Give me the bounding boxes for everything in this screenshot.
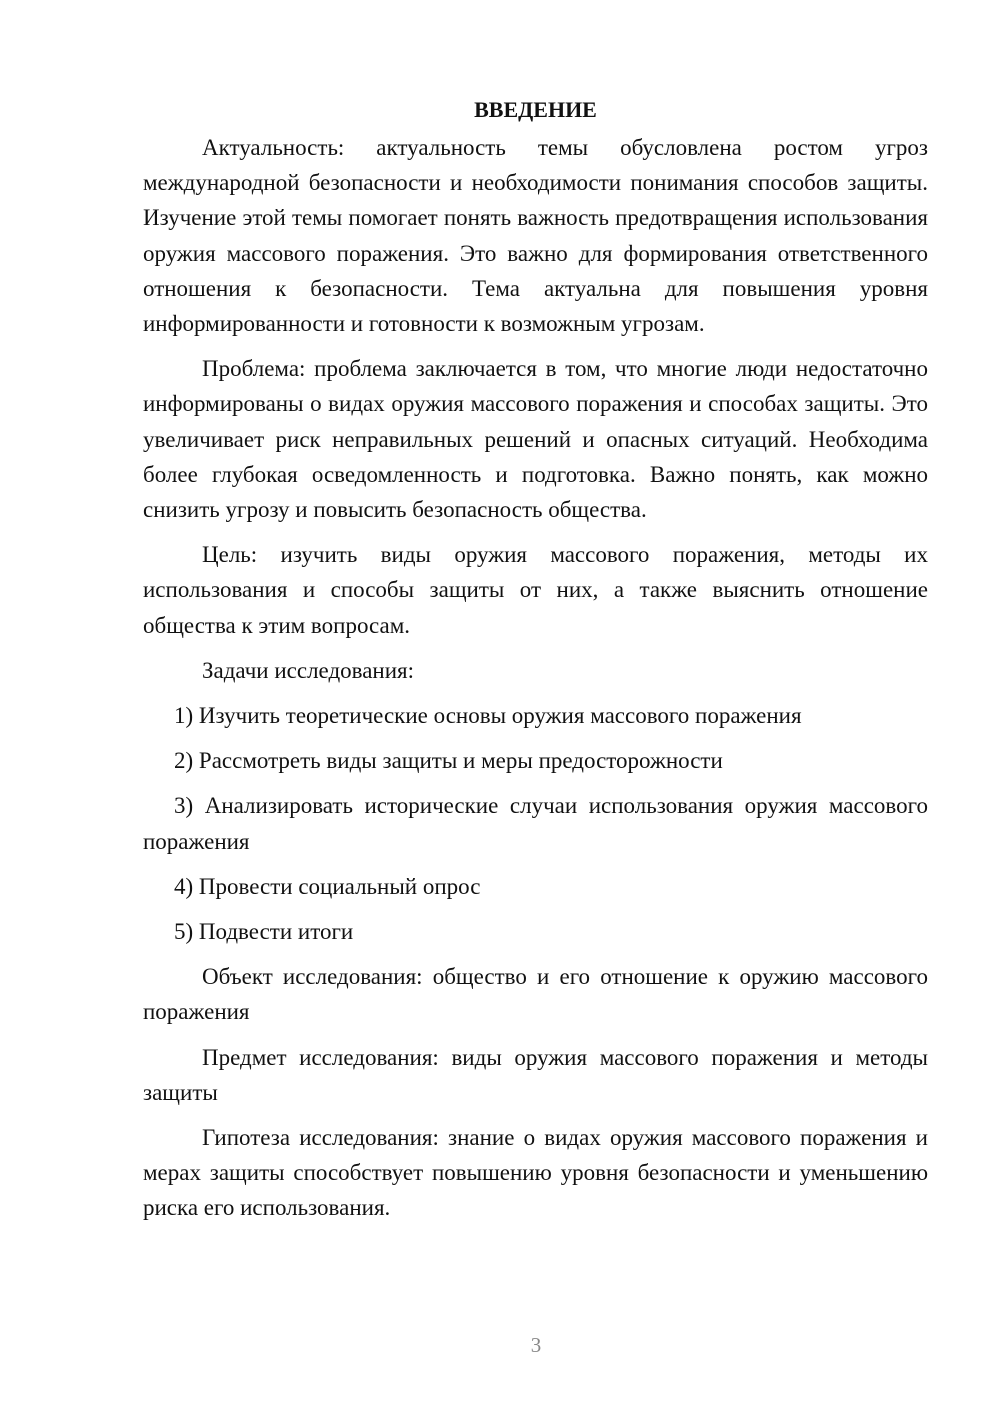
page-title: ВВЕДЕНИЕ (474, 97, 597, 122)
tasks-heading: Задачи исследования: (202, 657, 415, 683)
subject-paragraph: Предмет исследования: виды оружия массового поражения и методы защиты (143, 1044, 928, 1105)
object-paragraph: Объект исследования: общество и его отношение к оружию массового поражения (143, 964, 928, 1025)
page-number: 3 (530, 1333, 542, 1357)
task-item: 3) Анализировать исторические случаи использования оружия массового поражения (143, 793, 928, 854)
document-page (143, 92, 928, 1236)
problem-paragraph: Проблема: проблема заключается в том, что многие люди недостаточно информированы о видах оружия массового поражения и способах защиты. Это увеличивает риск неправильных решений и опасных ситуаций. Необходима более глубокая осведомленность и подготовка. Важно понять, как можно снизить угрозу и повысить безопасность общества. (143, 356, 928, 523)
goal-paragraph: Цель: изучить виды оружия массового поражения, методы их использования и способы защиты от них, а также выяснить отношение общества к этим вопросам. (143, 542, 928, 638)
task-item: 1) Изучить теоретические основы оружия массового поражения (174, 703, 802, 729)
relevance-paragraph: Актуальность: актуальность темы обусловлена ростом угроз международной безопасности и необходимости понимания способов защиты. Изучение этой темы помогает понять важность предотвращения использования оружия массового поражения. Это важно для формирования ответственного отношения к безопасности. Тема актуальна для повышения уровня информированности и готовности к возможным угрозам. (143, 135, 928, 337)
task-item: 4) Провести социальный опрос (174, 873, 481, 899)
hypothesis-paragraph: Гипотеза исследования: знание о видах оружия массового поражения и мерах защиты способствует повышению уровня безопасности и уменьшению риска его использования. (143, 1125, 928, 1221)
task-item: 5) Подвести итоги (174, 919, 354, 945)
task-item: 2) Рассмотреть виды защиты и меры предосторожности (174, 748, 723, 774)
